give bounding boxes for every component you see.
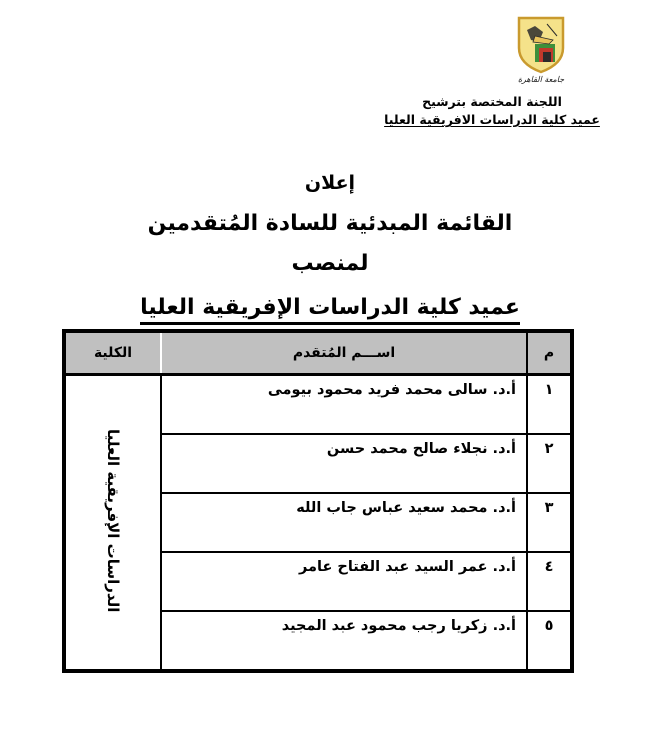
header-num: م bbox=[527, 331, 572, 375]
header-name: اســـم المُتقدم bbox=[161, 331, 527, 375]
faculty-cell bbox=[64, 375, 161, 672]
row-num: ٤ bbox=[527, 552, 572, 611]
university-logo bbox=[513, 14, 569, 84]
table-header-row bbox=[64, 331, 572, 375]
candidate-name: أ.د. زكريا رجب محمود عبد المجيد bbox=[161, 611, 527, 671]
position-title-wrap bbox=[110, 288, 550, 328]
candidate-name: أ.د. نجلاء صالح محمد حسن bbox=[161, 434, 527, 493]
faculty-name: الدراسات الإفريقية العليا bbox=[104, 428, 122, 613]
announcement-titles bbox=[110, 168, 550, 328]
row-num: ١ bbox=[527, 375, 572, 435]
logo-caption: جامعة القاهرة bbox=[517, 75, 565, 84]
committee-line-2: عميد كلية الدراسات الافريقية العليا bbox=[384, 112, 600, 127]
header-faculty: الكلية bbox=[64, 331, 161, 375]
table-row bbox=[64, 375, 572, 435]
committee-line-1: اللجنة المختصة بترشيح bbox=[422, 94, 562, 109]
candidates-table bbox=[62, 329, 574, 673]
candidate-name: أ.د. محمد سعيد عباس جاب الله bbox=[161, 493, 527, 552]
candidate-name: أ.د. عمر السيد عبد الفتاح عامر bbox=[161, 552, 527, 611]
announcement-title: إعلان bbox=[304, 172, 356, 194]
candidate-name: أ.د. سالى محمد فريد محمود بيومى bbox=[161, 375, 527, 435]
row-num: ٢ bbox=[527, 434, 572, 493]
cairo-university-logo-icon bbox=[513, 14, 569, 84]
row-num: ٥ bbox=[527, 611, 572, 671]
announcement-subtitle: القائمة المبدئية للسادة المُتقدمين لمنصب bbox=[147, 211, 513, 276]
committee-header bbox=[372, 93, 612, 129]
row-num: ٣ bbox=[527, 493, 572, 552]
position-title: عميد كلية الدراسات الإفريقية العليا bbox=[140, 295, 520, 325]
